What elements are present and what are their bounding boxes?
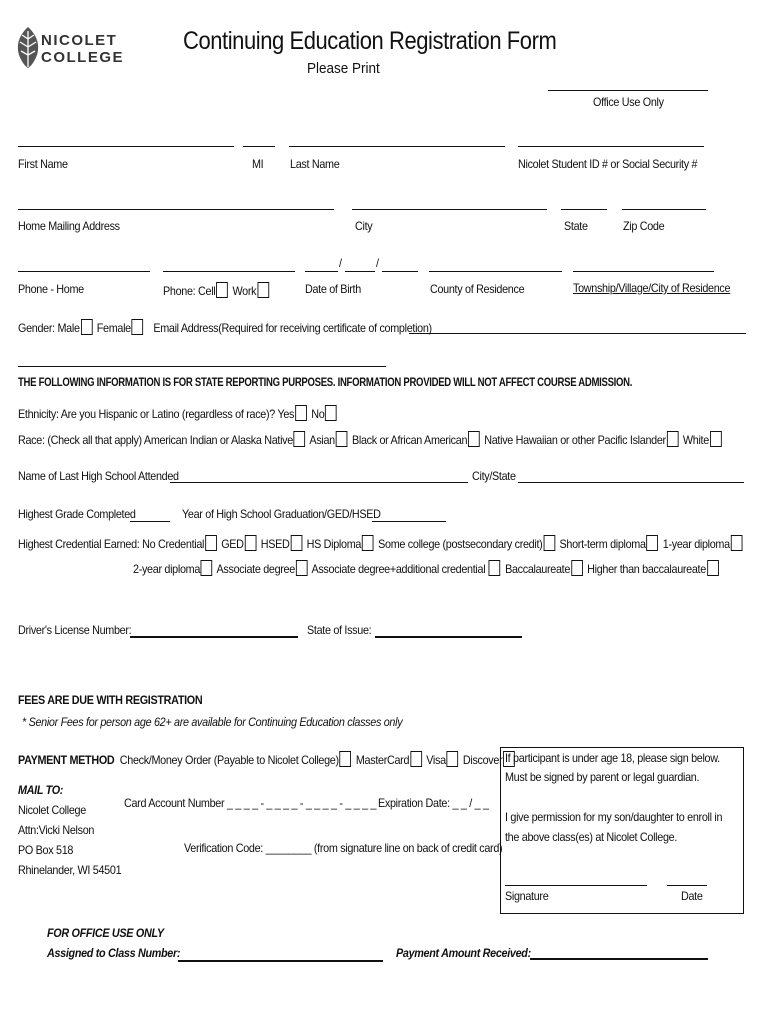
- american-indian-checkbox[interactable]: [294, 431, 306, 447]
- black-label: Black or African American: [351, 433, 468, 447]
- city-label: City: [355, 219, 373, 233]
- female-label: Female: [96, 321, 131, 335]
- zip-field[interactable]: [622, 209, 706, 210]
- credential-row-2: [133, 560, 720, 576]
- county-field[interactable]: [429, 271, 562, 272]
- phone-work-text: Work: [232, 284, 257, 298]
- credential-higher: Higher than baccalaureate: [587, 562, 706, 576]
- license-number-field[interactable]: [130, 636, 298, 638]
- mi-field[interactable]: [243, 146, 275, 147]
- ethnicity-label: Ethnicity: Are you Hispanic or Latino (regardless of race)? Yes: [18, 407, 295, 421]
- graduation-year-label: Year of High School Graduation/GED/HSED: [182, 507, 381, 521]
- phone-home-label: Phone - Home: [18, 282, 84, 296]
- student-id-field[interactable]: [518, 146, 704, 147]
- black-checkbox[interactable]: [468, 431, 480, 447]
- logo-line-2: COLLEGE: [41, 49, 125, 66]
- credential-label: Highest Credential Earned: No Credential: [18, 537, 205, 551]
- dob-separator-1: /: [339, 256, 342, 270]
- credential-two-year: 2-year diploma: [133, 562, 201, 576]
- hawaiian-checkbox[interactable]: [667, 431, 679, 447]
- asian-label: Asian: [309, 433, 335, 447]
- hispanic-yes-checkbox[interactable]: [295, 405, 307, 421]
- guardian-signature-field[interactable]: [505, 885, 647, 886]
- license-state-field[interactable]: [375, 636, 522, 638]
- verification-field[interactable]: Verification Code: ________ (from signature line on back of credit card): [184, 841, 503, 855]
- first-name-field[interactable]: [18, 146, 234, 147]
- license-state-label: State of Issue:: [307, 623, 372, 637]
- high-school-label: Name of Last High School Attended: [18, 469, 179, 483]
- office-use-line[interactable]: [548, 90, 708, 91]
- mastercard-checkbox[interactable]: [410, 751, 422, 767]
- license-number-label: Driver's License Number:: [18, 623, 132, 637]
- mastercard-label: MasterCard: [355, 753, 410, 767]
- zip-label: Zip Code: [623, 219, 665, 233]
- phone-home-field[interactable]: [18, 271, 150, 272]
- mail-address-4: Rhinelander, WI 54501: [18, 863, 122, 877]
- school-city-state-field[interactable]: [518, 482, 744, 483]
- payment-row: [18, 751, 517, 767]
- state-reporting-notice: THE FOLLOWING INFORMATION IS FOR STATE REPORTING PURPOSES. INFORMATION PROVIDED WILL NOT AFFECT COURSE ADMISSION.: [18, 377, 633, 389]
- credential-short-term: Short-term diploma: [559, 537, 646, 551]
- asian-checkbox[interactable]: [336, 431, 348, 447]
- form-title: Continuing Education Registration Form: [183, 27, 557, 55]
- visa-label: Visa: [426, 753, 446, 767]
- credential-baccalaureate: Baccalaureate: [505, 562, 571, 576]
- mail-address-2: Attn:Vicki Nelson: [18, 823, 95, 837]
- hs-diploma-checkbox[interactable]: [362, 535, 374, 551]
- some-college-checkbox[interactable]: [543, 535, 555, 551]
- cell-checkbox[interactable]: [216, 282, 228, 298]
- expiration-field[interactable]: Expiration Date: _ _ / _ _: [378, 796, 489, 810]
- work-checkbox[interactable]: [257, 282, 269, 298]
- dob-day-field[interactable]: [345, 271, 375, 272]
- credential-associate-plus: Associate degree+additional credential: [311, 562, 486, 576]
- last-name-field[interactable]: [289, 146, 505, 147]
- race-label: Race: (Check all that apply) American Indian or Alaska Native: [18, 433, 293, 447]
- fees-title: FEES ARE DUE WITH REGISTRATION: [18, 693, 203, 707]
- mail-to-label: MAIL TO:: [18, 783, 64, 797]
- address-field[interactable]: [18, 209, 334, 210]
- phone-cell-text: Phone: Cell: [163, 284, 216, 298]
- associate-checkbox[interactable]: [296, 560, 308, 576]
- high-school-field[interactable]: [170, 482, 468, 483]
- hsed-checkbox[interactable]: [290, 535, 302, 551]
- township-label: Township/Village/City of Residence: [573, 281, 731, 295]
- phone-cell-label: [163, 282, 271, 298]
- email-label: Email Address(Required for receiving certificate of completion): [153, 321, 432, 335]
- county-label: County of Residence: [430, 282, 525, 296]
- state-label: State: [564, 219, 588, 233]
- credential-row-1: [18, 535, 744, 551]
- credential-hsed: HSED: [260, 537, 290, 551]
- first-name-label: First Name: [18, 157, 68, 171]
- no-credential-checkbox[interactable]: [205, 535, 217, 551]
- guardian-signature-box: [500, 747, 744, 914]
- last-name-label: Last Name: [290, 157, 340, 171]
- leaf-logo-icon: [13, 25, 43, 69]
- dob-label: Date of Birth: [305, 282, 361, 296]
- phone-cell-field[interactable]: [163, 271, 295, 272]
- two-year-checkbox[interactable]: [201, 560, 213, 576]
- ethnicity-row: [18, 405, 339, 421]
- payment-label: PAYMENT METHOD: [18, 753, 115, 767]
- dob-year-field[interactable]: [382, 271, 418, 272]
- assigned-class-field[interactable]: [178, 960, 383, 962]
- credential-some-college: Some college (postsecondary credit): [378, 537, 543, 551]
- student-id-label: Nicolet Student ID # or Social Security #: [518, 157, 698, 171]
- address-label: Home Mailing Address: [18, 219, 120, 233]
- ged-checkbox[interactable]: [245, 535, 257, 551]
- card-account-field[interactable]: Card Account Number _ _ _ _ - _ _ _ _ - _ _ _ _ - _ _ _ _: [124, 796, 377, 810]
- payment-received-field[interactable]: [530, 958, 708, 960]
- township-field[interactable]: [573, 271, 714, 272]
- mi-label: MI: [252, 157, 264, 171]
- white-checkbox[interactable]: [710, 431, 722, 447]
- short-term-checkbox[interactable]: [647, 535, 659, 551]
- race-row: [18, 431, 723, 447]
- female-checkbox[interactable]: [132, 319, 144, 335]
- white-label: White: [682, 433, 709, 447]
- guardian-text-2: Must be signed by parent or legal guardian.: [505, 770, 700, 784]
- guardian-text-1: If participant is under age 18, please sign below.: [505, 751, 720, 765]
- gender-row: [18, 319, 432, 335]
- gender-label: Gender: Male: [18, 321, 80, 335]
- signature-label: Signature: [505, 889, 549, 903]
- check-checkbox[interactable]: [340, 751, 352, 767]
- credential-ged: GED: [221, 537, 244, 551]
- highest-grade-label: Highest Grade Completed: [18, 507, 136, 521]
- mail-address-3: PO Box 518: [18, 843, 74, 857]
- email-field[interactable]: [409, 333, 746, 334]
- state-field[interactable]: [561, 209, 607, 210]
- office-use-title: FOR OFFICE USE ONLY: [47, 926, 164, 940]
- guardian-text-4: the above class(es) at Nicolet College.: [505, 830, 678, 844]
- discover-label: Discover: [462, 753, 503, 767]
- associate-plus-checkbox[interactable]: [489, 560, 501, 576]
- credential-associate: Associate degree: [216, 562, 295, 576]
- hispanic-no-checkbox[interactable]: [325, 405, 337, 421]
- dob-month-field[interactable]: [305, 271, 338, 272]
- payment-received-label: Payment Amount Received:: [396, 946, 531, 960]
- guardian-date-field[interactable]: [667, 885, 707, 886]
- email-field-continued[interactable]: [18, 366, 386, 367]
- higher-checkbox[interactable]: [707, 560, 719, 576]
- date-label: Date: [681, 889, 703, 903]
- baccalaureate-checkbox[interactable]: [571, 560, 583, 576]
- logo-line-1: NICOLET: [41, 32, 118, 49]
- senior-fees-note: * Senior Fees for person age 62+ are available for Continuing Education classes only: [22, 715, 403, 729]
- one-year-checkbox[interactable]: [731, 535, 743, 551]
- dob-separator-2: /: [376, 256, 379, 270]
- graduation-year-field[interactable]: [372, 521, 446, 522]
- guardian-text-3: I give permission for my son/daughter to enroll in: [505, 810, 723, 824]
- assigned-class-label: Assigned to Class Number:: [47, 946, 181, 960]
- office-use-label: Office Use Only: [593, 95, 664, 109]
- ethnicity-no-label: No: [311, 407, 325, 421]
- check-label: Check/Money Order (Payable to Nicolet College): [119, 753, 339, 767]
- visa-checkbox[interactable]: [447, 751, 459, 767]
- form-subtitle: Please Print: [307, 60, 380, 77]
- credential-hs-diploma: HS Diploma: [306, 537, 362, 551]
- male-checkbox[interactable]: [81, 319, 93, 335]
- credential-one-year: 1-year diploma: [662, 537, 730, 551]
- city-field[interactable]: [352, 209, 547, 210]
- mail-address-1: Nicolet College: [18, 803, 86, 817]
- hawaiian-label: Native Hawaiian or other Pacific Islander: [484, 433, 666, 447]
- highest-grade-field[interactable]: [130, 521, 170, 522]
- school-city-state-label: City/State: [472, 469, 516, 483]
